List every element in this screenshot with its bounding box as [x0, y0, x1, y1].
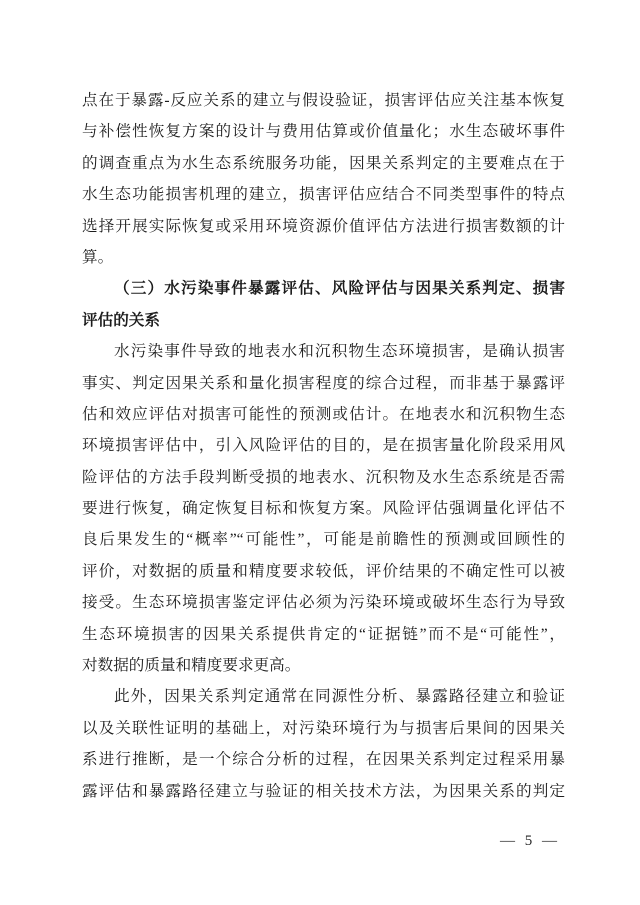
- text-line: 水污染事件导致的地表水和沉积物生态环境损害，是确认损害: [114, 343, 565, 361]
- text-line: 点在于暴露-反应关系的建立与假设验证，损害评估应关注基本恢复: [82, 92, 565, 109]
- text-line: 系进行推断，是一个综合分析的过程，在因果关系判定过程采用暴: [82, 751, 565, 769]
- paragraph-continuation: [82, 85, 565, 273]
- paragraph: [82, 336, 565, 681]
- text-line: 估和效应评估对损害可能性的预测或估计。在地表水和沉积物生态: [82, 405, 565, 423]
- text-line: 算。: [82, 248, 114, 266]
- text-line: 要进行恢复，确定恢复目标和恢复方案。风险评估强调量化评估不: [82, 500, 565, 518]
- document-body: [82, 85, 565, 807]
- text-line: 接受。生态环境损害鉴定评估必须为污染环境或破坏生态行为导致: [82, 594, 565, 612]
- text-line: 评价，对数据的质量和精度要求较低，评价结果的不确定性可以被: [82, 562, 565, 580]
- paragraph: [82, 681, 565, 807]
- text-line: 险评估的方法手段判断受损的地表水、沉积物及水生态系统是否需: [82, 468, 565, 486]
- section-heading: [82, 273, 565, 336]
- text-line: 选择开展实际恢复或采用环境资源价值评估方法进行损害数额的计: [82, 217, 565, 235]
- text-line: 此外，因果关系判定通常在同源性分析、暴露路径建立和验证: [114, 688, 565, 706]
- text-line: 环境损害评估中，引入风险评估的目的，是在损害量化阶段采用风: [82, 437, 565, 455]
- text-line: 的调查重点为水生态系统服务功能，因果关系判定的主要难点在于: [82, 154, 565, 172]
- text-line: 水生态功能损害机理的建立，损害评估应结合不同类型事件的特点: [82, 186, 565, 204]
- heading-line: （三）水污染事件暴露评估、风险评估与因果关系判定、损害: [114, 280, 565, 298]
- text-line: 露评估和暴露路径建立与验证的相关技术方法，为因果关系的判定: [82, 782, 565, 800]
- text-line: 生态环境损害的因果关系提供肯定的“证据链”而不是“可能性”，: [82, 625, 565, 643]
- text-line: 对数据的质量和精度要求更高。: [82, 657, 301, 675]
- text-line: 与补偿性恢复方案的设计与费用估算或价值量化；水生态破坏事件: [82, 123, 565, 141]
- text-line: 以及关联性证明的基础上，对污染环境行为与损害后果间的因果关: [82, 719, 565, 737]
- page-number: — 5 —: [500, 833, 560, 849]
- text-line: 良后果发生的“概率”“可能性”，可能是前瞻性的预测或回顾性的: [82, 531, 565, 549]
- heading-line: 评估的关系: [82, 311, 160, 329]
- text-line: 事实、判定因果关系和量化损害程度的综合过程，而非基于暴露评: [82, 374, 565, 392]
